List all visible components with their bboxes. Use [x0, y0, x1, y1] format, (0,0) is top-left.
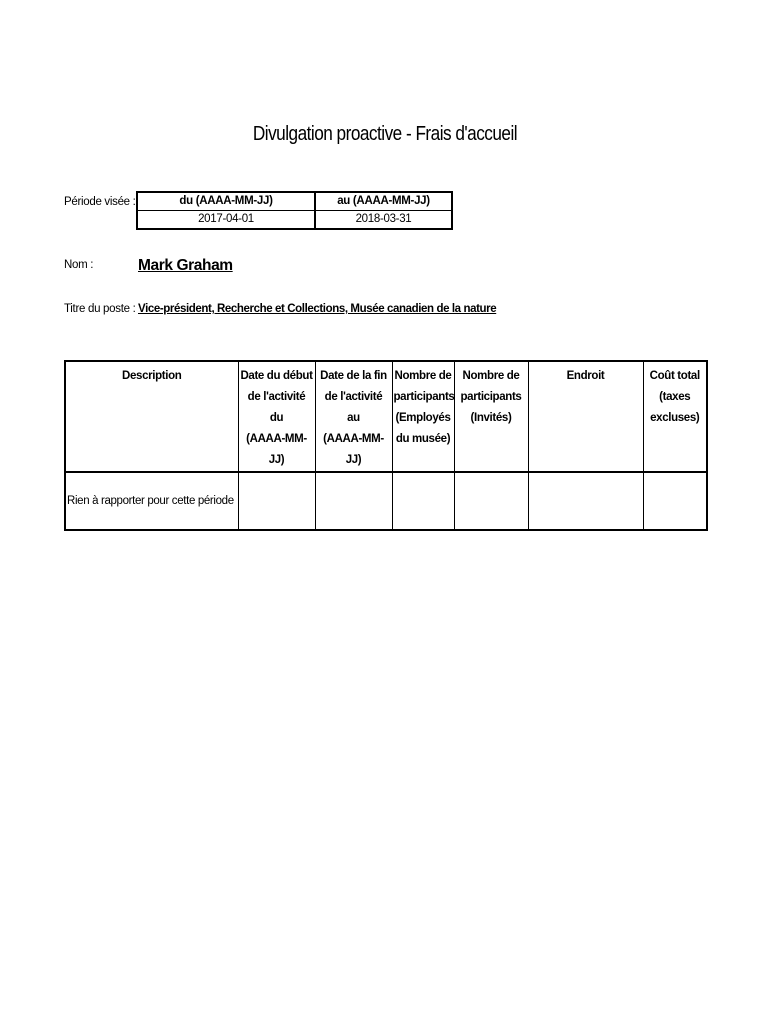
header-line: (taxes	[659, 391, 691, 403]
period-from-value: 2017-04-01	[137, 211, 315, 230]
name-value: Mark Graham	[138, 257, 233, 274]
period-table	[136, 191, 453, 230]
header-line: participants	[393, 391, 455, 403]
header-line: Description	[122, 370, 182, 382]
table-cell-guests	[454, 472, 528, 530]
table-header-row	[65, 361, 707, 472]
job-title-value: Vice-président, Recherche et Collections, Musée canadien de la nature	[138, 303, 497, 315]
header-guest-participants	[454, 361, 528, 472]
table-cell-start-date	[238, 472, 315, 530]
period-to-value: 2018-03-31	[315, 211, 452, 230]
header-line: au	[347, 412, 360, 424]
header-line: Coût total	[649, 370, 700, 382]
header-total-cost	[643, 361, 707, 472]
header-line: Date du début	[240, 370, 313, 382]
table-cell-description: Rien à rapporter pour cette période	[65, 472, 238, 530]
header-line: (Employés	[395, 412, 451, 424]
expense-table	[64, 360, 708, 531]
header-line: Endroit	[566, 370, 605, 382]
table-cell-employees	[392, 472, 454, 530]
period-label: Période visée :	[64, 196, 136, 208]
table-cell-end-date	[315, 472, 392, 530]
period-to-header: au (AAAA-MM-JJ)	[315, 192, 452, 211]
header-line: (Invités)	[470, 412, 512, 424]
header-line: de l'activité	[324, 391, 383, 403]
name-label: Nom :	[64, 259, 94, 271]
header-line: excluses)	[650, 412, 700, 424]
header-line: (AAAA-MM-JJ)	[246, 433, 307, 466]
page-title: Divulgation proactive - Frais d'accueil	[252, 123, 518, 145]
table-cell-location	[528, 472, 643, 530]
header-line: de l'activité	[247, 391, 306, 403]
header-line: du	[269, 412, 284, 424]
header-employee-participants	[392, 361, 454, 472]
header-line: Nombre de	[462, 370, 520, 382]
header-line: du musée)	[395, 433, 451, 445]
header-start-date	[238, 361, 315, 472]
period-from-header: du (AAAA-MM-JJ)	[137, 192, 315, 211]
header-line: Date de la fin	[320, 370, 387, 382]
table-cell-total-cost	[643, 472, 707, 530]
header-end-date	[315, 361, 392, 472]
header-location	[528, 361, 643, 472]
table-row	[65, 472, 707, 530]
header-description	[65, 361, 238, 472]
header-line: Nombre de	[394, 370, 452, 382]
header-line: participants	[460, 391, 522, 403]
header-line: (AAAA-MM-JJ)	[323, 433, 384, 466]
job-title-label: Titre du poste :	[64, 303, 136, 315]
